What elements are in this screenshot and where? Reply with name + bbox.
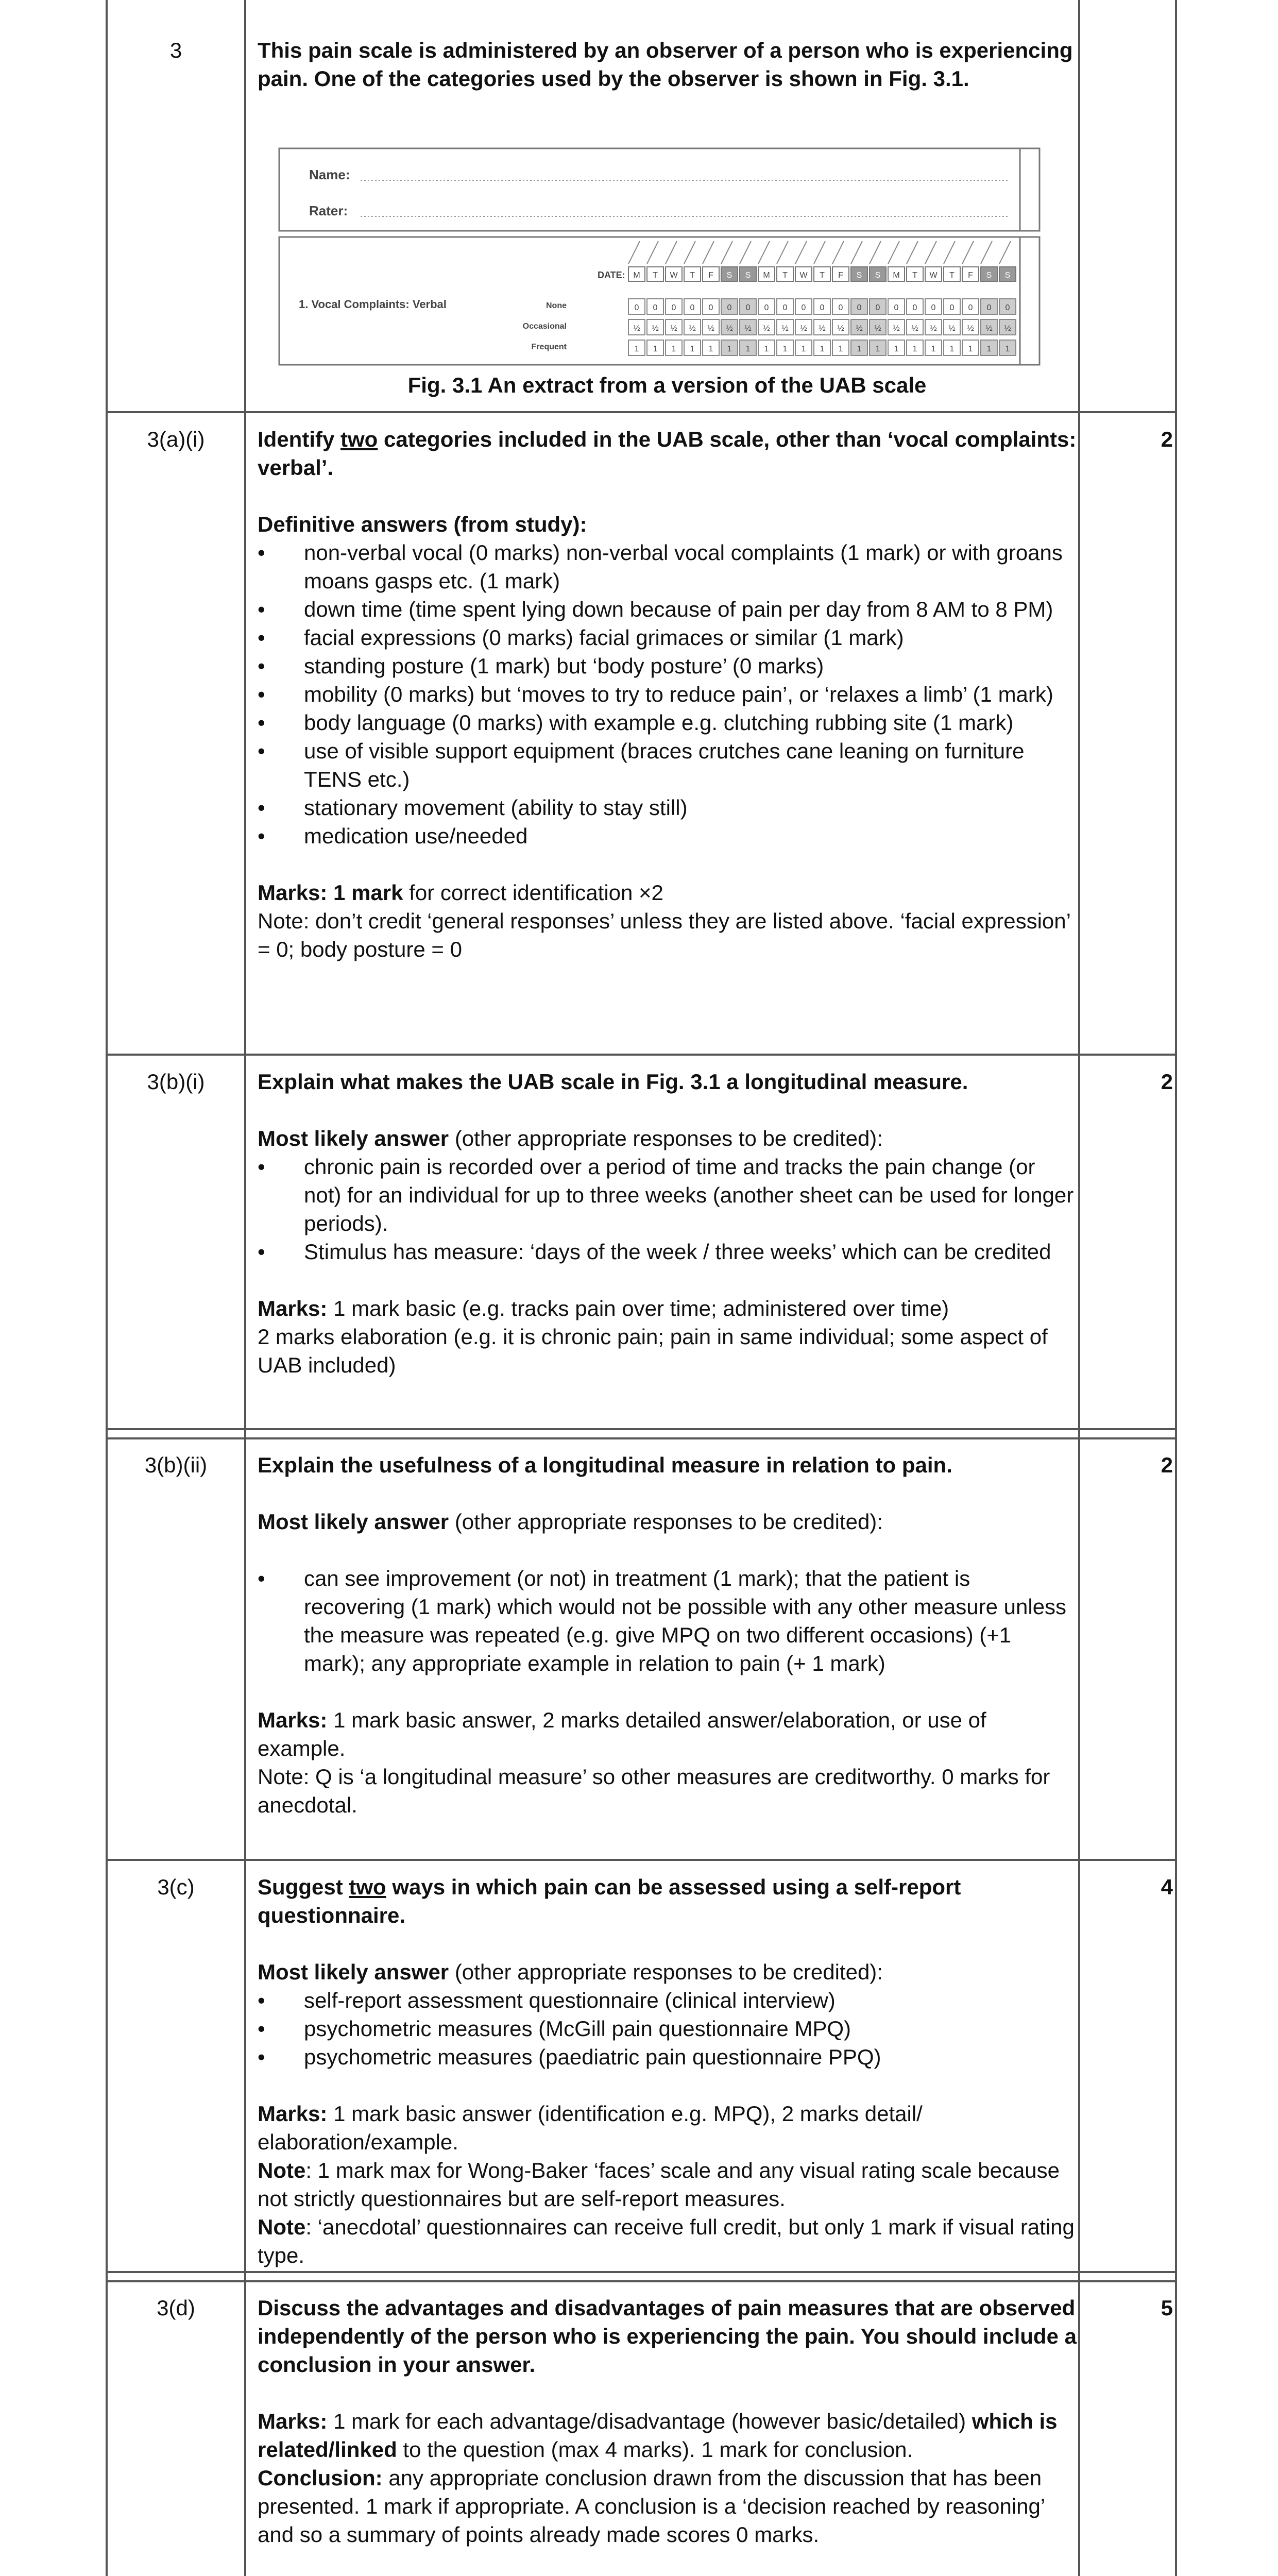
subheading: Most likely answer (other appropriate responses to be credited): (258, 1960, 883, 1984)
list-item: • stationary movement (ability to stay still) (258, 793, 1077, 822)
score-value: 0 (949, 303, 955, 312)
day-letter: S (856, 271, 862, 280)
score-value: 0 (1005, 303, 1010, 312)
score-value: 1 (931, 345, 936, 353)
question-number: 3(b)(i) (147, 1070, 205, 1094)
answer-block-3ai (258, 425, 1077, 963)
score-value: ½ (763, 324, 770, 333)
subheading: Most likely answer (other appropriate responses to be credited): (258, 1510, 883, 1534)
score-value: 1 (708, 345, 713, 353)
day-letter: T (949, 271, 955, 280)
list-item: • psychometric measures (paediatric pain questionnaire PPQ) (258, 2043, 1077, 2071)
answer-block-3bii (258, 1451, 1077, 1819)
day-letter: S (745, 271, 751, 280)
question-number: 3(b)(ii) (144, 1453, 208, 1477)
day-letter: W (670, 271, 678, 280)
score-value: 0 (875, 303, 880, 312)
score-value: 1 (838, 345, 843, 353)
date-header-stripe (647, 241, 658, 264)
list-item: • can see improvement (or not) in treatment (1 mark); that the patient is recovering (1 mark) which would not be possible with any other measure unless the measure was repeated (e.g. give MPQ on two different occasions) (+1 mark); any appropriate example in relation to pain (+ 1 mark) (258, 1564, 1077, 1677)
note: Note: ‘anecdotal’ questionnaires can receive full credit, but only 1 mark if visual rating type. (258, 2215, 1075, 2267)
score-value: 1 (949, 345, 955, 353)
day-letter: T (690, 271, 695, 280)
answer-list (258, 1986, 1077, 2071)
row-divider (106, 2280, 1177, 2282)
day-letter: F (968, 271, 973, 280)
question-text: This pain scale is administered by an observer of a person who is experiencing pain. One of the categories used by the observer is shown in Fig. 3.1. (258, 38, 1073, 91)
day-letter: W (929, 271, 938, 280)
marks-guidance: Marks: 1 mark for correct identification ×2 (258, 880, 663, 905)
score-value: ½ (1004, 324, 1011, 333)
list-item: • self-report assessment questionnaire (clinical interview) (258, 1986, 1077, 2014)
score-value: 0 (745, 303, 751, 312)
subheading: Definitive answers (from study): (258, 512, 587, 536)
answer-block-3c (258, 1873, 1077, 2269)
score-value: 0 (912, 303, 917, 312)
answer-block-3bi (258, 1067, 1077, 1379)
score-value: ½ (707, 324, 714, 333)
score-value: ½ (689, 324, 696, 333)
marks-value: 2 (1161, 427, 1173, 451)
score-value: 0 (727, 303, 732, 312)
day-letter: S (875, 271, 881, 280)
date-header-stripe (814, 241, 825, 264)
list-item: • mobility (0 marks) but ‘moves to try to reduce pain’, or ‘relaxes a limb’ (1 mark) (258, 680, 1077, 708)
date-header-stripe (628, 241, 640, 264)
score-value: ½ (819, 324, 826, 333)
score-value: ½ (985, 324, 993, 333)
question-number: 3(d) (157, 2296, 195, 2320)
day-letter: M (633, 271, 640, 280)
row-divider (106, 2271, 1177, 2273)
score-value: 0 (782, 303, 788, 312)
score-value: 0 (801, 303, 806, 312)
score-value: ½ (837, 324, 844, 333)
row-divider (106, 1859, 1177, 1861)
date-header-stripe (851, 241, 862, 264)
answer-list (258, 1564, 1077, 1677)
list-item: • medication use/needed (258, 822, 1077, 850)
marks-guidance: Marks: 1 mark basic (e.g. tracks pain over time; administered over time) (258, 1296, 949, 1320)
day-letter: W (799, 271, 808, 280)
row-divider (106, 1054, 1177, 1056)
list-item: • non-verbal vocal (0 marks) non-verbal vocal complaints (1 mark) or with groans moans gasps etc. (1 mark) (258, 538, 1077, 595)
score-value: ½ (893, 324, 900, 333)
row-label-occasional: Occasional (522, 322, 567, 331)
score-value: 0 (690, 303, 695, 312)
marks-guidance: Marks: 1 mark basic answer (identification e.g. MPQ), 2 marks detail/ elaboration/example. (258, 2102, 923, 2154)
score-value: 1 (968, 345, 973, 353)
day-letter: F (838, 271, 843, 280)
date-header-stripe (795, 241, 807, 264)
score-value: ½ (652, 324, 659, 333)
score-value: ½ (930, 324, 937, 333)
day-letter: T (912, 271, 917, 280)
score-value: ½ (726, 324, 733, 333)
list-item: • standing posture (1 mark) but ‘body posture’ (0 marks) (258, 652, 1077, 680)
date-header-stripe (758, 241, 770, 264)
question-text: Suggest two ways in which pain can be assessed using a self-report questionnaire. (258, 1875, 961, 1927)
question-text: Identify two categories included in the UAB scale, other than ‘vocal complaints: verbal’. (258, 427, 1077, 480)
table-column-divider-1 (244, 0, 246, 2576)
question-text: Explain what makes the UAB scale in Fig. 3.1 a longitudinal measure. (258, 1070, 968, 1094)
score-value: ½ (967, 324, 974, 333)
list-item: • body language (0 marks) with example e.g. clutching rubbing site (1 mark) (258, 708, 1077, 737)
score-value: 1 (745, 345, 751, 353)
question-number: 3 (169, 38, 182, 62)
score-value: 0 (968, 303, 973, 312)
score-value: ½ (856, 324, 863, 333)
subheading: Most likely answer (other appropriate responses to be credited): (258, 1126, 883, 1150)
score-value: 1 (653, 345, 658, 353)
table-column-divider-2 (1078, 0, 1080, 2576)
score-value: 0 (671, 303, 676, 312)
category-label: 1. Vocal Complaints: Verbal (299, 298, 447, 311)
answer-list (258, 538, 1077, 850)
marks-value: 5 (1161, 2296, 1173, 2320)
marks-guidance: Marks: 1 mark basic answer, 2 marks detailed answer/elaboration, or use of example. (258, 1708, 986, 1760)
score-value: ½ (874, 324, 881, 333)
score-value: 0 (986, 303, 992, 312)
score-value: 1 (801, 345, 806, 353)
day-letter: S (986, 271, 992, 280)
uab-scale-image (278, 144, 1041, 366)
score-value: 0 (838, 303, 843, 312)
score-value: 1 (857, 345, 862, 353)
score-value: 1 (912, 345, 917, 353)
score-value: 0 (931, 303, 936, 312)
date-header-stripe (962, 241, 974, 264)
score-value: 1 (727, 345, 732, 353)
score-value: 0 (653, 303, 658, 312)
day-grid (628, 241, 1016, 355)
answer-block-3d (258, 2294, 1077, 2576)
day-letter: T (820, 271, 825, 280)
date-label: DATE: (598, 270, 625, 280)
date-header-stripe (888, 241, 899, 264)
date-header-stripe (981, 241, 992, 264)
score-value: 0 (820, 303, 825, 312)
date-header-stripe (703, 241, 714, 264)
score-value: ½ (633, 324, 640, 333)
marks-value: 2 (1161, 1453, 1173, 1477)
row-divider (106, 1428, 1177, 1430)
score-value: ½ (670, 324, 677, 333)
day-letter: S (726, 271, 732, 280)
marks-guidance: Marks: 1 mark for each advantage/disadvantage (however basic/detailed) which is related/linked to the question (max 4 marks). 1 mark for conclusion. (258, 2409, 1058, 2462)
row-divider (106, 411, 1177, 413)
score-value: 1 (690, 345, 695, 353)
date-header-stripe (666, 241, 677, 264)
day-letter: M (893, 271, 900, 280)
list-item: • down time (time spent lying down because of pain per day from 8 AM to 8 PM) (258, 595, 1077, 623)
day-letter: M (763, 271, 770, 280)
marks-value: 2 (1161, 1070, 1173, 1094)
score-value: ½ (800, 324, 807, 333)
date-header-stripe (925, 241, 936, 264)
uab-scale-figure (278, 144, 1041, 366)
rater-label: Rater: (309, 203, 348, 218)
row-divider (106, 1437, 1177, 1439)
score-value: ½ (781, 324, 789, 333)
answer-list (258, 1153, 1077, 1266)
score-value: 0 (764, 303, 769, 312)
score-value: 1 (986, 345, 992, 353)
day-letter: F (708, 271, 713, 280)
note: Note: Q is ‘a longitudinal measure’ so other measures are creditworthy. 0 marks for anecdotal. (258, 1765, 1050, 1817)
figure-caption: Fig. 3.1 An extract from a version of the UAB scale (407, 373, 927, 397)
table-right-border (1175, 0, 1177, 2576)
note: Note: don’t credit ‘general responses’ unless they are listed above. ‘facial expression’ = 0; body posture = 0 (258, 909, 1070, 961)
marks-value: 4 (1161, 1875, 1173, 1899)
score-value: 1 (820, 345, 825, 353)
score-value: 1 (764, 345, 769, 353)
date-header-stripe (832, 241, 844, 264)
question-text: Discuss the advantages and disadvantages of pain measures that are observed independently of the person who is experiencing the pain. You should include a conclusion in your answer. (258, 2296, 1077, 2377)
date-header-stripe (721, 241, 732, 264)
score-value: ½ (911, 324, 918, 333)
score-value: 0 (857, 303, 862, 312)
score-value: 0 (708, 303, 713, 312)
list-item: • facial expressions (0 marks) facial grimaces or similar (1 mark) (258, 623, 1077, 652)
date-header-stripe (740, 241, 751, 264)
list-item: • psychometric measures (McGill pain questionnaire MPQ) (258, 2014, 1077, 2043)
date-header-stripe (999, 241, 1011, 264)
score-value: 1 (894, 345, 899, 353)
conclusion-guidance: Conclusion: any appropriate conclusion drawn from the discussion that has been presented. 1 mark if appropriate. A conclusion is a ‘decision reached by reasoning’ and so a summary of points already made scores 0 marks. (258, 2466, 1045, 2547)
day-letter: T (653, 271, 658, 280)
list-item: • chronic pain is recorded over a period of time and tracks the pain change (or not) for an individual for up to three weeks (another sheet can be used for longer periods). (258, 1153, 1077, 1238)
question-stem (258, 36, 1077, 93)
score-value: ½ (744, 324, 752, 333)
date-header-stripe (907, 241, 918, 264)
name-label: Name: (309, 167, 350, 182)
score-value: 0 (634, 303, 639, 312)
date-header-stripe (870, 241, 881, 264)
question-text: Explain the usefulness of a longitudinal measure in relation to pain. (258, 1453, 952, 1477)
list-item: • Stimulus has measure: ‘days of the week / three weeks’ which can be credited (258, 1238, 1077, 1266)
note: Note: 1 mark max for Wong-Baker ‘faces’ scale and any visual rating scale because not strictly questionnaires but are self-report measures. (258, 2158, 1060, 2211)
marks-guidance-2: 2 marks elaboration (e.g. it is chronic pain; pain in same individual; some aspect of UAB included) (258, 1325, 1048, 1377)
score-value: 1 (1005, 345, 1010, 353)
score-value: 1 (634, 345, 639, 353)
score-value: 1 (875, 345, 880, 353)
date-header-stripe (777, 241, 788, 264)
table-left-border (106, 0, 108, 2576)
day-letter: S (1004, 271, 1011, 280)
row-label-frequent: Frequent (531, 343, 567, 351)
score-value: 1 (671, 345, 676, 353)
score-value: ½ (948, 324, 956, 333)
question-number: 3(c) (157, 1875, 195, 1899)
score-value: 0 (894, 303, 899, 312)
date-header-stripe (684, 241, 695, 264)
score-value: 1 (782, 345, 788, 353)
list-item: • use of visible support equipment (braces crutches cane leaning on furniture TENS etc.) (258, 737, 1077, 793)
day-letter: T (782, 271, 788, 280)
row-label-none: None (546, 301, 567, 310)
question-number: 3(a)(i) (147, 427, 205, 451)
date-header-stripe (944, 241, 955, 264)
